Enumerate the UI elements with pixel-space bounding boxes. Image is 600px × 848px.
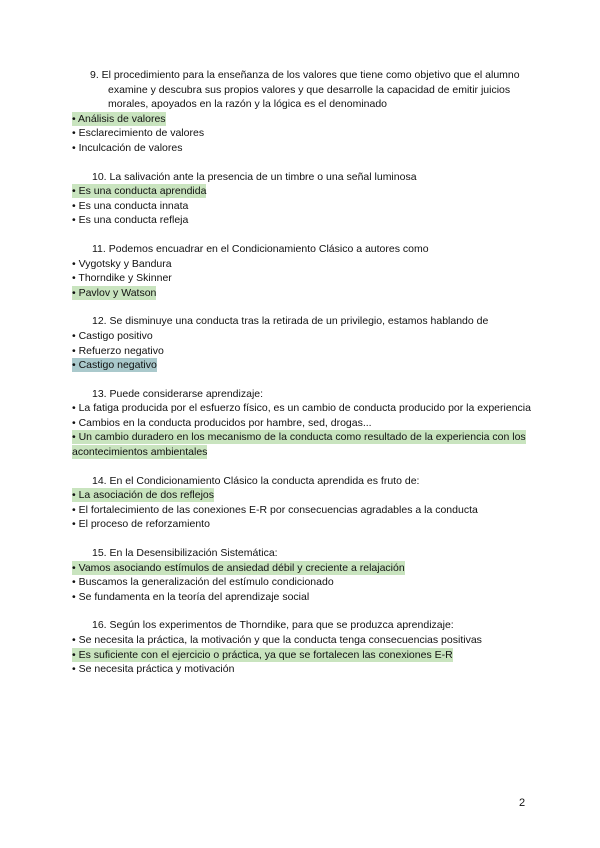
option-text: • Esclarecimiento de valores bbox=[72, 127, 205, 140]
option-text: • Thorndike y Skinner bbox=[72, 272, 172, 285]
option-text: • El fortalecimiento de las conexiones E-R por consecuencias agradables a la conducta bbox=[72, 503, 478, 516]
answer-option bbox=[72, 648, 542, 663]
question-block bbox=[72, 618, 542, 676]
page-number: 2 bbox=[519, 797, 526, 809]
option-text: • La fatiga producida por el esfuerzo físico, es un cambio de conducta producido por la experiencia bbox=[72, 402, 531, 415]
option-text: • Buscamos la generalización del estímulo condicionado bbox=[72, 576, 334, 589]
highlighted-option-text: • La asociación de dos reflejos bbox=[72, 489, 215, 502]
answer-option bbox=[72, 271, 542, 286]
question-block bbox=[72, 170, 542, 228]
question-block bbox=[72, 474, 542, 532]
answer-option bbox=[72, 575, 542, 590]
option-text: • Es una conducta innata bbox=[72, 199, 189, 212]
question-block bbox=[72, 546, 542, 604]
answer-option bbox=[72, 430, 542, 459]
highlighted-option-text: • Castigo negativo bbox=[72, 359, 157, 372]
answer-option bbox=[72, 358, 542, 373]
highlighted-option-text: • Análisis de valores bbox=[72, 112, 166, 125]
question-text: 11. Podemos encuadrar en el Condicionamiento Clásico a autores como bbox=[92, 242, 429, 255]
option-text: • Refuerzo negativo bbox=[72, 344, 164, 357]
option-text: • Se necesita la práctica, la motivación y que la conducta tenga consecuencias positivas bbox=[72, 634, 482, 646]
question-text: 10. La salivación ante la presencia de un timbre o una señal luminosa bbox=[92, 170, 417, 183]
document-body bbox=[72, 68, 542, 691]
answer-option bbox=[72, 112, 542, 127]
highlighted-option-text: • Vamos asociando estímulos de ansiedad débil y creciente a relajación bbox=[72, 561, 405, 574]
option-text: • El proceso de reforzamiento bbox=[72, 518, 210, 531]
answer-option bbox=[72, 126, 542, 141]
option-text: • Inculcación de valores bbox=[72, 141, 183, 154]
option-text: • Es una conducta refleja bbox=[72, 214, 189, 227]
answer-option bbox=[72, 561, 542, 576]
answer-option bbox=[72, 590, 542, 605]
answer-option bbox=[72, 416, 542, 431]
answer-option bbox=[72, 662, 542, 677]
answer-option bbox=[72, 213, 542, 228]
answer-option bbox=[72, 199, 542, 214]
answer-option bbox=[72, 184, 542, 199]
question-text: 13. Puede considerarse aprendizaje: bbox=[92, 387, 264, 400]
question-text: 15. En la Desensibilización Sistemática: bbox=[92, 547, 278, 560]
answer-option bbox=[72, 488, 542, 503]
question-text: 9. El procedimiento para la enseñanza de los valores que tiene como objetivo que el alumno examine y descubra sus propios valores y que desarrolle la capacidad de emitir juicios morales, apoyados en la razón y la lógica es el denominado bbox=[90, 69, 520, 111]
answer-option bbox=[72, 633, 542, 648]
option-text: • Cambios en la conducta producidos por hambre, sed, drogas... bbox=[72, 416, 372, 429]
question-text: 16. Según los experimentos de Thorndike, para que se produzca aprendizaje: bbox=[92, 619, 454, 632]
option-text: • Se fundamenta en la teoría del aprendizaje social bbox=[72, 590, 310, 603]
answer-option bbox=[72, 344, 542, 359]
question-text: 14. En el Condicionamiento Clásico la conducta aprendida es fruto de: bbox=[92, 474, 420, 487]
question-block bbox=[72, 314, 542, 372]
answer-option bbox=[72, 286, 542, 301]
highlighted-option-text: • Es una conducta aprendida bbox=[72, 185, 207, 198]
answer-option bbox=[72, 329, 542, 344]
option-text: • Se necesita práctica y motivación bbox=[72, 663, 235, 676]
question-text: 12. Se disminuye una conducta tras la retirada de un privilegio, estamos hablando de bbox=[92, 315, 489, 328]
answer-option bbox=[72, 517, 542, 532]
answer-option bbox=[72, 141, 542, 156]
highlighted-option-text: • Pavlov y Watson bbox=[72, 286, 157, 299]
option-text: • Vygotsky y Bandura bbox=[72, 257, 172, 270]
answer-option bbox=[72, 257, 542, 272]
answer-option bbox=[72, 503, 542, 518]
question-block bbox=[72, 387, 542, 460]
question-block bbox=[72, 242, 542, 300]
answer-option bbox=[72, 401, 542, 416]
option-text: • Castigo positivo bbox=[72, 329, 153, 342]
question-block bbox=[72, 68, 542, 156]
highlighted-option-text: • Un cambio duradero en los mecanismo de la conducta como resultado de la experiencia con los acontecimientos ambientales bbox=[72, 431, 526, 459]
highlighted-option-text: • Es suficiente con el ejercicio o práctica, ya que se fortalecen las conexiones E-R bbox=[72, 648, 453, 661]
